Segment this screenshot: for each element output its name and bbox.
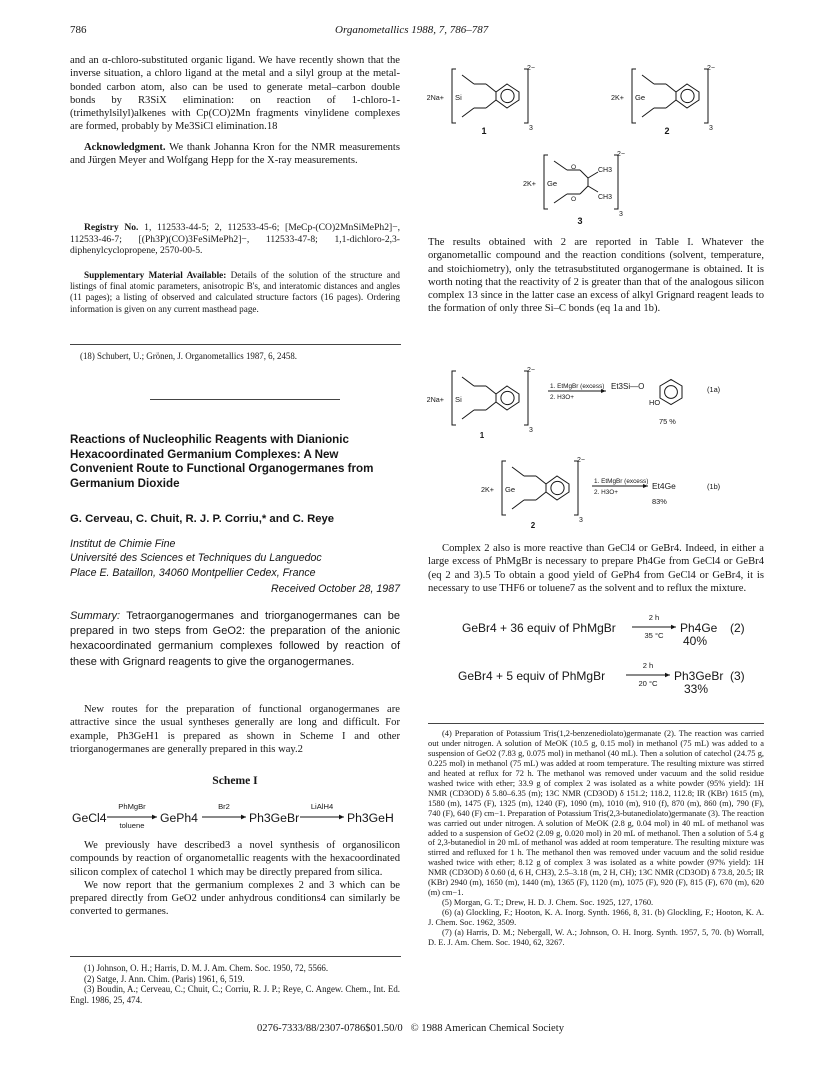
comparison-paragraph	[428, 542, 764, 595]
equations-2-3	[428, 596, 768, 704]
compound-1-subscript: 3	[529, 125, 533, 132]
footer-code: 0276-7333/88/2307-0786$01.50/0	[256, 1023, 403, 1034]
previous-article-paragraph: and an α-chloro-substituted organic ligand. We have recently shown that the inverse situation, a chloro ligand at the metal and a silyl group at the metal-bonded carbon atom, also can be used to generate metal–carbon double bonds by R3SiX elimination: on reaction of 1-chloro-1-(trimethylsilyl)alkenes with Cp(CO)2Mn fragments vinylidene complexes are formed, probably by Me3SiCl elimination.18	[70, 55, 400, 133]
reference-1: (1) Johnson, O. H.; Harris, D. M. J. Am. Chem. Soc. 1950, 72, 5566.	[84, 963, 329, 973]
eq1b-subscript: 3	[579, 517, 583, 524]
acknowledgment-heading: Acknowledgment.	[84, 141, 166, 153]
scheme-arrowhead-1	[152, 815, 157, 820]
eq1a-charge: 2−	[527, 367, 535, 374]
eq1a-central-atom: Si	[455, 395, 462, 404]
eq1b-label: (1b)	[707, 482, 721, 491]
page-number: 786	[70, 24, 87, 36]
reference-3: (3) Boudin, A.; Cerveau, C.; Chuit, C.; Corriu, R. J. P.; Reye, C. Angew. Chem., Int. Ed. Engl. 1986, 25, 474.	[70, 984, 400, 1005]
eq1b-central-atom: Ge	[505, 485, 516, 494]
eq1b-condition-2: 2. H3O+	[594, 489, 618, 496]
affiliation	[70, 537, 400, 580]
registry-text: 1, 112533-44-5; 2, 112533-45-6; [MeCp-(CO)2MnSiMePh2]−, 112533-46-7; [(Ph3P)(CO)3FeSiMePh2]−, 112533-47-8; 1,1-dichloro-2,3-diphenylcyclopropene, 2570-00-5.	[70, 222, 400, 257]
article-title: Reactions of Nucleophilic Reagents with Dianionic Hexacoordinated Germanium Complexes: A New Convenient Route to Functional Organogermanes from Germanium Dioxide	[70, 433, 374, 490]
structure-compound-3	[523, 151, 625, 218]
eq1a-cation: 2Na+	[426, 395, 444, 404]
scheme-reagent-1: PhMgBr	[118, 802, 146, 811]
registry-heading: Registry No.	[84, 222, 139, 233]
catechol-ligand	[462, 377, 519, 419]
reference-2: (2) Satge, J. Ann. Chim. (Paris) 1961, 6, 519.	[84, 973, 245, 984]
eq1b-compound-number: 2	[530, 521, 536, 530]
body-paragraphs	[70, 839, 400, 919]
eq3-arrowhead	[665, 673, 670, 677]
footnote-7: (7) (a) Harris, D. M.; Nebergall, W. A.; Johnson, O. H. Inorg. Synth. 1957, 5, 70. (b) Worrall, D. E. J. Am. Chem. Soc. 1940, 62, 3267.	[428, 928, 764, 948]
footnote-5: (5) Morgan, G. T.; Drew, H. D. J. Chem. Soc. 1925, 127, 1760.	[442, 898, 654, 908]
footer-copyright: © 1988 American Chemical Society	[410, 1023, 564, 1034]
equation-1a-reactant	[427, 367, 535, 434]
footnote-divider-right	[428, 723, 764, 724]
compound-2-label: 2	[664, 126, 670, 136]
eq1a-product: Et3Si—O	[611, 382, 645, 391]
acknowledgment	[70, 141, 400, 168]
oxygen-label: O	[571, 196, 577, 203]
eq1b-charge: 2−	[577, 457, 585, 464]
compound-2-cation: 2K+	[611, 93, 624, 102]
methyl-label: CH3	[598, 167, 613, 174]
article-separator	[150, 399, 340, 400]
compound-2-subscript: 3	[709, 125, 713, 132]
structure-compound-1	[427, 65, 535, 132]
catechol-ligand	[642, 75, 699, 117]
scheme-species-4: Ph3GeH	[347, 811, 394, 825]
compound-3-cation: 2K+	[523, 179, 536, 188]
eq3-product: Ph3GeBr	[674, 669, 724, 683]
scheme-arrowhead-3	[339, 815, 344, 820]
eq2-label: (2)	[730, 621, 745, 635]
compound-2-central-atom: Ge	[635, 93, 646, 102]
summary-text: Tetraorganogermanes and triorganogermanes can be prepared in two steps from GeO2: the preparation of the anionic hexacoordinated germanium complexes followed by reaction of these with Grignard reagents to give the organogermanes.	[70, 610, 401, 668]
journal-running-head: Organometallics 1988, 7, 786–787	[335, 24, 489, 36]
eq1b-product: Et4Ge	[652, 481, 676, 491]
eq1a-yield: 75 %	[659, 417, 676, 426]
reference-18: (18) Schubert, U.; Grönen, J. Organometallics 1987, 6, 2458.	[80, 351, 297, 361]
scheme-arrowhead-2	[241, 815, 246, 820]
compound-1-label: 1	[481, 126, 487, 136]
supplementary-material	[70, 270, 400, 315]
eq1a-condition-2: 2. H3O+	[550, 394, 574, 401]
eq1b-condition-1: 1. EtMgBr (excess)	[594, 478, 649, 485]
eq2-product: Ph4Ge	[680, 621, 718, 635]
intro-paragraph	[70, 703, 400, 756]
compound-1-cation: 2Na+	[426, 93, 444, 102]
eq3-lhs: GeBr4 + 5 equiv of PhMgBr	[458, 669, 606, 683]
scheme-1-reaction	[70, 793, 400, 831]
structures-figure	[422, 54, 762, 234]
scheme-title: Scheme I	[212, 774, 258, 787]
paragraph-1: New routes for the preparation of functional organogermanes are attractive since the usual syntheses generally are long and difficult. For example, Ph3GeH1 is prepared as shown in Scheme I and other triorganogermanes are generally prepared in this way.2	[70, 704, 400, 755]
previous-article-end	[70, 54, 400, 167]
eq2-arrowhead	[671, 625, 676, 629]
compound-1-central-atom: Si	[455, 93, 462, 102]
footnote-divider-left	[70, 956, 401, 957]
paragraph-2: We previously have described3 a novel synthesis of organosilicon compounds by reaction of organometallic reagents with the hexacoordinated silicon complex of catechol 1 which may be directly prepared from silica.	[70, 840, 400, 878]
eq3-temperature: 20 °C	[638, 679, 658, 688]
paragraph-results: The results obtained with 2 are reported in Table I. Whatever the organometallic compound and the reaction conditions (solvent, temperature, and stoichiometry), only the tetrasubstituted organogermane is obtained. It is worth noting that the reactivity of 2 is greater than that of the analogous silicon complex 13 since in the latter case an excess of alkyl Grignard reagent leads to the formation of only three Si–C bonds (eq 1a and 1b).	[428, 237, 764, 315]
footnote-divider	[70, 344, 401, 345]
compound-2-charge: 2−	[707, 65, 715, 72]
eq1a-subscript: 3	[529, 427, 533, 434]
compound-3-charge: 2−	[617, 151, 625, 158]
eq3-time: 2 h	[642, 661, 654, 670]
scheme-species-1: GeCl4	[72, 811, 107, 825]
structure-compound-2	[611, 65, 715, 132]
article-authors: G. Cerveau, C. Chuit, R. J. P. Corriu,* and C. Reye	[70, 513, 335, 525]
compound-3-subscript: 3	[619, 211, 623, 218]
affiliation-address: Place E. Bataillon, 34060 Montpellier Cedex, France	[70, 566, 316, 579]
summary	[70, 609, 400, 670]
scheme-reagent-3: LiAlH4	[310, 802, 334, 811]
catechol-ligand	[462, 75, 519, 117]
footnote-4: (4) Preparation of Potassium Tris(1,2-benzenediolato)germanate (2). The reaction was carried out under nitrogen. A solution of MeOK (10.5 g, 0.15 mol) in methanol (75 mL) was added to a suspension of GeO2 (7.83 g, 0.075 mol) in methanol (40 mL). Then a solution of catechol (24.75 g, 0.225 mol) in methanol (75 mL) was added at room temperature. The resulting mixture was stirred and heated at reflux for 72 h. The methanol was removed under vacuum and the solid residue washed twice with ether; 33.9 g of complex 2 was isolated as a white powder (95% yield): 1H NMR (CD3OD) δ 5.80–6.35 (m); 13C NMR (CD3OD) δ 151.2; 118.2, 112.8; IR (KBr) 1615 (m), 1580 (m), 1475 (F), 1325 (m), 1240 (F), 1090 (m), 1010 (m), 910 (f), 870 (m), 860 (m), 790 (F), 740 (F), 640 (F) cm−1. Preparation of Potassium Tris(2,3-butanediolato)germanate (3). The reaction was carried out under nitrogen. A solution of MeOK (2.8 g, 0.04 mol) in 40 mL of methanol was added to a suspension of GeO2 (2.09 g, 0.020 mol) in 20 mL of methanol. Then a solution of 5.4 g of 2,3-butanediol in 20 mL of methanol was added at room temperature. The resulting mixture was stirred and refluxed for 1 h. The methanol then was removed under vacuum and the solid residue washed twice with ether; 8.12 g of complex 3 was isolated as a white powder (97% yield): 1H NMR (CD3OD) δ 0.60 (d, 6 H, CH3), 2.5–3.18 (m, 2 H, CH); 13C NMR (CD3OD) δ 73.8, 20.5; IR (KBr) 2940 (m), 1650 (m), 1440 (m), 1365 (F), 1120 (m), 1075 (F), 920 (F), 815 (F), 670 (m), 620 (m) cm−1.	[428, 729, 765, 898]
scheme-species-2: GePh4	[160, 811, 198, 825]
methyl-label: CH3	[598, 194, 613, 201]
eq3-label: (3)	[730, 669, 745, 683]
eq1a-hydroxyl: HO	[649, 398, 661, 407]
paragraph-3: We now report that the germanium complexes 2 and 3 which can be prepared directly from GeO2 under anhydrous conditions4 can similarly be converted to germanes.	[70, 879, 400, 918]
ligand-bracket	[452, 69, 528, 123]
scheme-solvent-1: toluene	[119, 821, 145, 830]
eq2-time: 2 h	[648, 613, 660, 622]
affiliation-university: Université des Sciences et Techniques du Languedoc	[70, 552, 322, 565]
footnotes-right	[428, 729, 764, 948]
footnote-6: (6) (a) Glockling, F.; Hooton, K. A. Inorg. Synth. 1966, 8, 31. (b) Glockling, F.; Hooton, K. A. J. Chem. Soc. 1962, 3509.	[428, 908, 764, 928]
page-footer	[0, 1023, 821, 1034]
eq2-temperature: 35 °C	[644, 631, 664, 640]
received-date: Received October 28, 1987	[271, 583, 400, 595]
eq1a-condition-1: 1. EtMgBr (excess)	[550, 383, 605, 390]
summary-heading: Summary:	[70, 610, 121, 622]
scheme-species-3: Ph3GeBr	[249, 811, 300, 825]
eq1a-compound-number: 1	[479, 431, 485, 440]
supplementary-heading: Supplementary Material Available:	[84, 270, 227, 280]
oxygen-label: O	[571, 164, 577, 171]
registry-numbers	[70, 222, 400, 257]
paragraph-comparison: Complex 2 also is more reactive than GeCl4 or GeBr4. Indeed, in either a large excess of PhMgBr is necessary to prepare Ph4Ge from GeCl4 or GeBr4 (eq 2 and 3).5 To obtain a good yield of GePh4 from GeCl4 or GeBr4, it is necessary to use THF6 or toluene7 as the solvent and to reflux the mixture.	[428, 543, 764, 594]
compound-3-central-atom: Ge	[547, 179, 558, 188]
equations-1a-1b	[422, 352, 762, 538]
affiliation-institute: Institut de Chimie Fine	[70, 538, 176, 550]
compound-1-charge: 2−	[527, 65, 535, 72]
eq1b-cation: 2K+	[481, 485, 494, 494]
eq1b-yield: 83%	[652, 497, 667, 506]
equation-1b-reactant	[481, 457, 585, 524]
eq2-yield: 40%	[683, 634, 708, 648]
compound-3-label: 3	[577, 216, 583, 226]
scheme-reagent-2: Br2	[218, 802, 230, 811]
catechol-ligand	[512, 467, 569, 509]
phenol-ring	[660, 380, 682, 405]
results-paragraph	[428, 236, 764, 316]
supplementary-text: Details of the solution of the structure and listings of final atomic parameters, anisotropic B's, and interatomic distances and angles (11 pages); a listing of observed and calculated structure factors (16 pages). Ordering information is given on any current masthead page.	[70, 270, 401, 314]
eq2-lhs: GeBr4 + 36 equiv of PhMgBr	[462, 621, 616, 635]
eq1a-label: (1a)	[707, 385, 721, 394]
eq3-yield: 33%	[684, 682, 709, 696]
footnotes-left	[70, 963, 400, 1005]
acknowledgment-text: We thank Johanna Kron for the NMR measurements and Jürgen Meyer and Wolfgang Hepp for the X-ray measurements.	[70, 141, 400, 167]
ligand-bracket	[452, 371, 528, 425]
